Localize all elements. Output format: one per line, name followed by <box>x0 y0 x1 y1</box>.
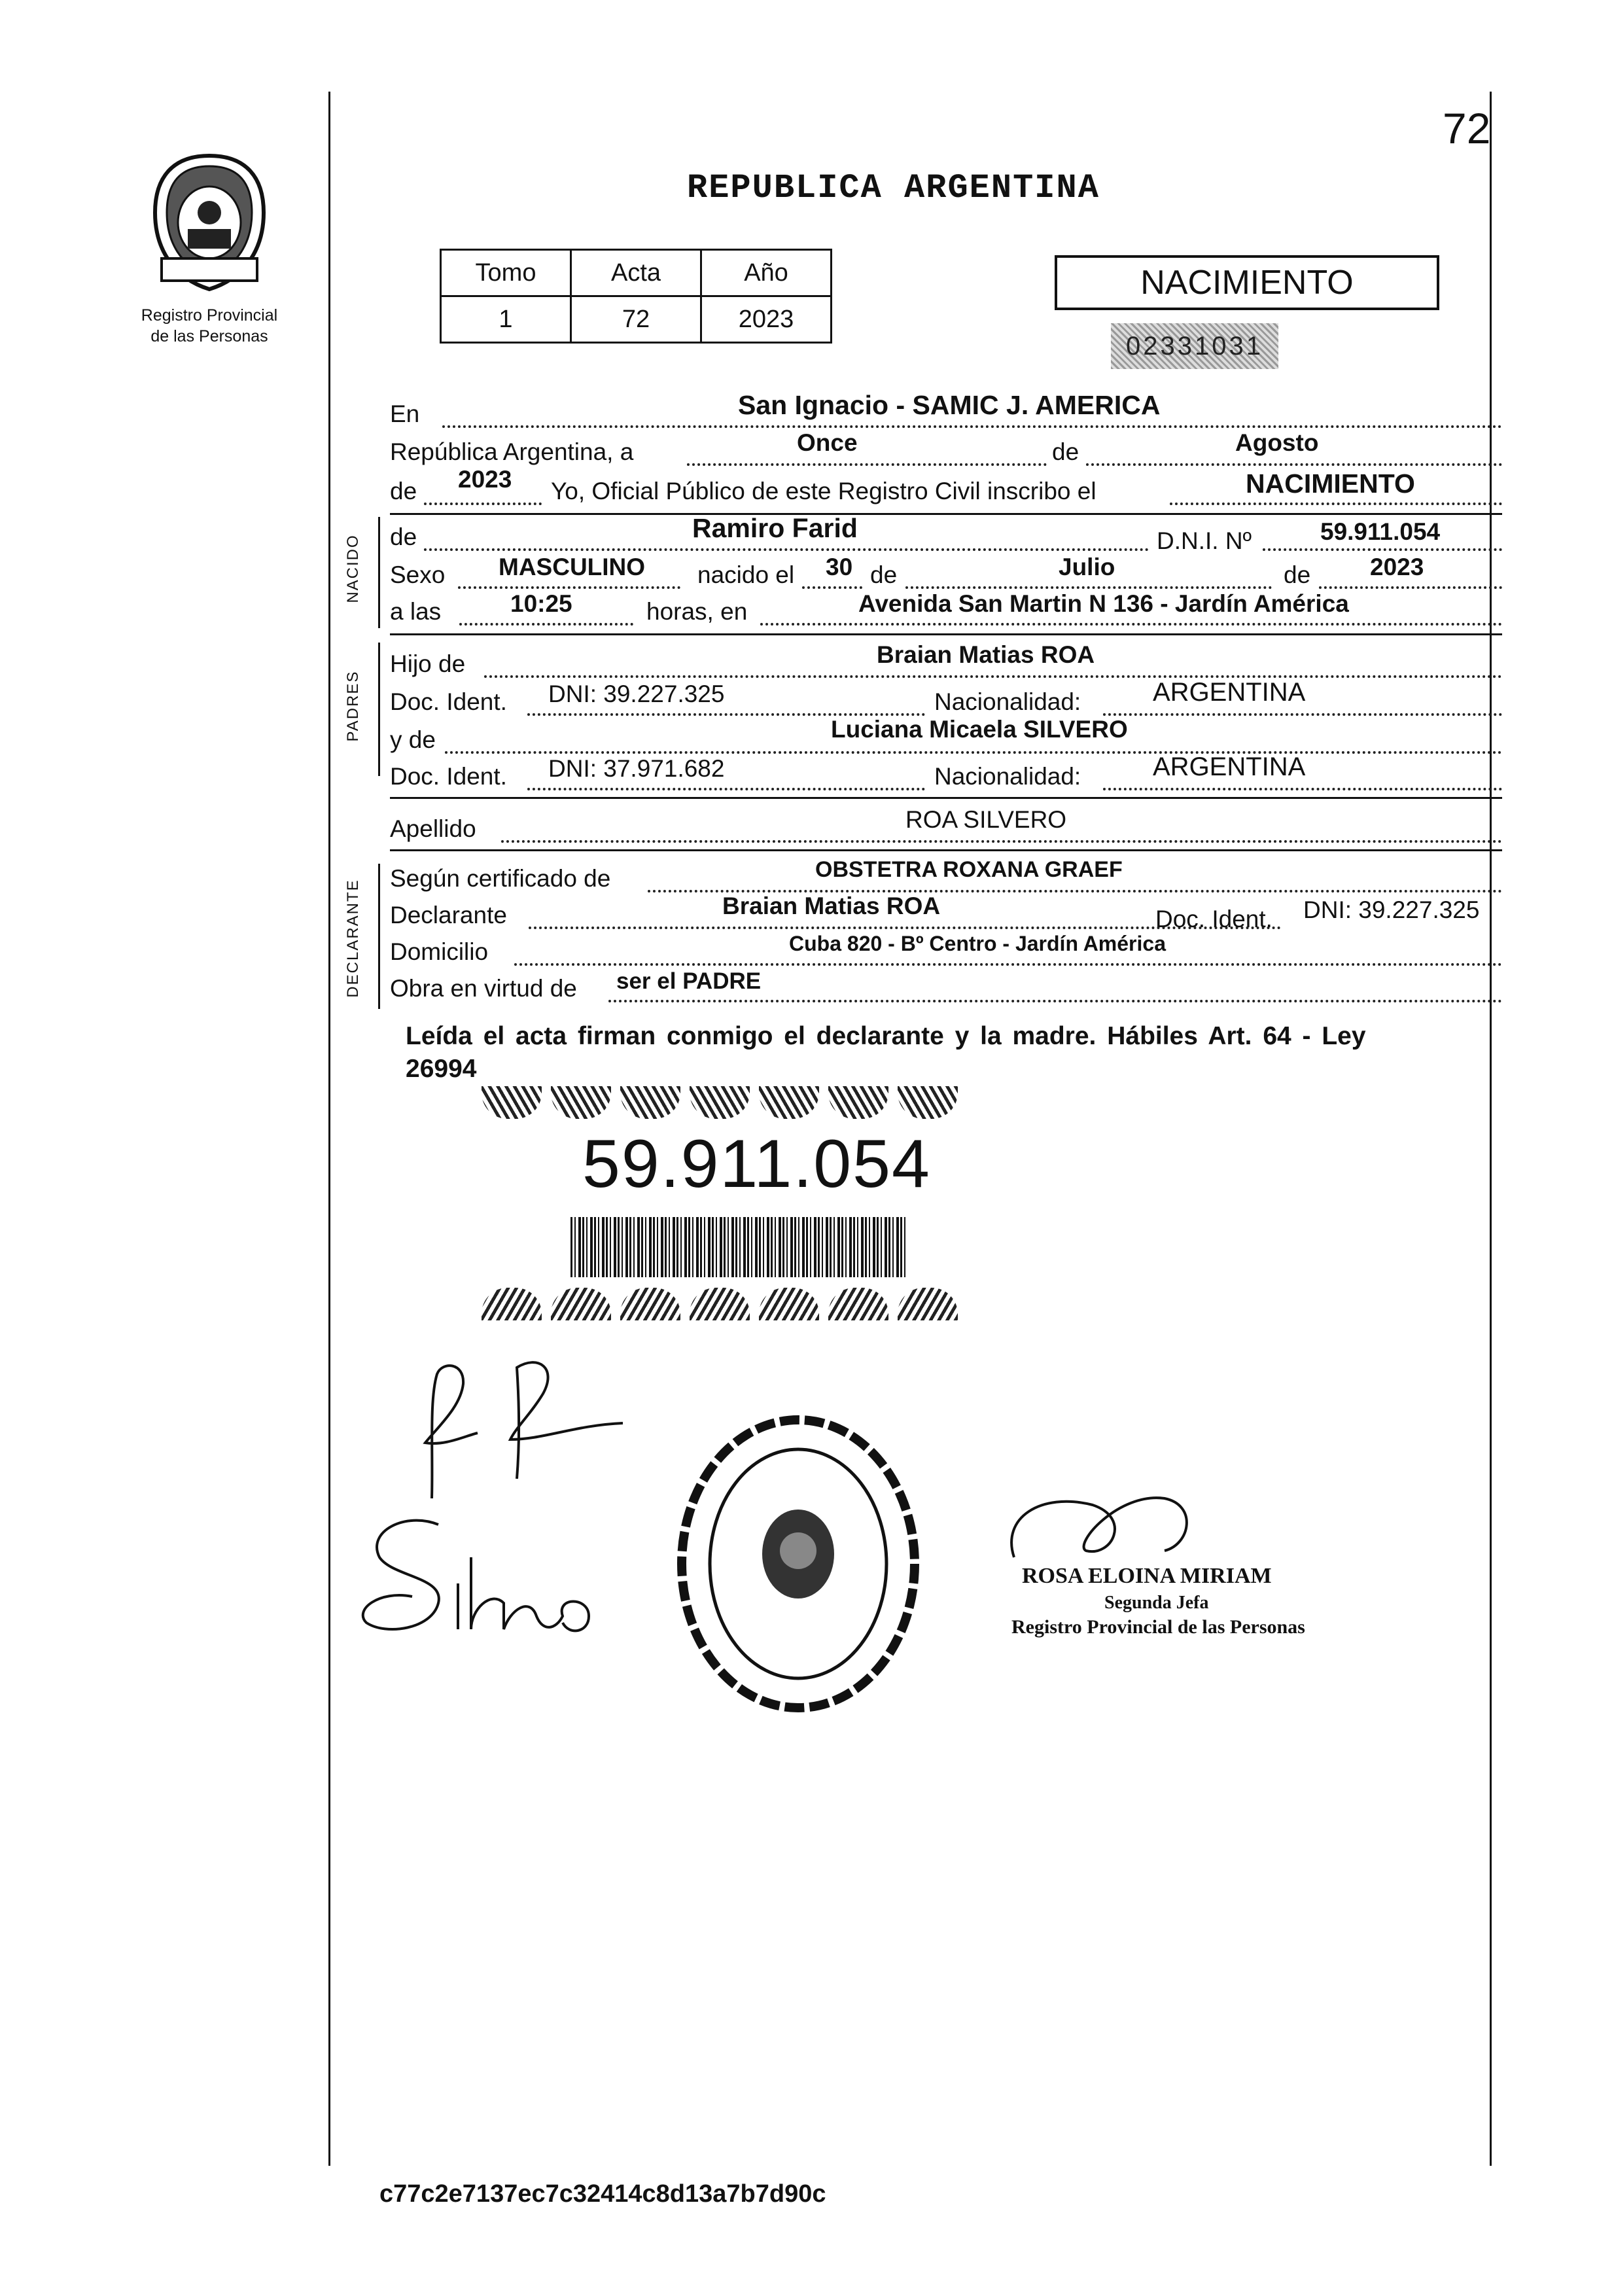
mother-signature <box>340 1505 615 1659</box>
label-doc-declarante: Doc. Ident. <box>1155 906 1272 932</box>
official-seal <box>667 1400 942 1724</box>
logo-caption-line1: Registro Provincial <box>141 306 278 325</box>
value-padre-doc: DNI: 39.227.325 <box>548 680 725 707</box>
label-obra-virtud: Obra en virtud de <box>390 975 577 1002</box>
label-domicilio: Domicilio <box>390 938 489 965</box>
label-de-nombre: de <box>390 523 417 550</box>
logo-caption-line2: de las Personas <box>150 327 268 345</box>
document-title: REPUBLICA ARGENTINA <box>687 169 1100 207</box>
value-declarante-doc: DNI: 39.227.325 <box>1303 896 1480 923</box>
value-mes: Agosto <box>1235 429 1319 456</box>
record-type-box <box>1055 255 1439 310</box>
table-header-acta: Acta <box>571 250 701 296</box>
label-segun-certificado: Según certificado de <box>390 865 611 892</box>
record-type: NACIMIENTO <box>1140 264 1354 302</box>
tomo-acta-anio-table <box>440 249 832 344</box>
side-label-nacido: NACIDO <box>344 534 362 603</box>
label-nac-padre: Nacionalidad: <box>934 688 1081 715</box>
label-nac-madre: Nacionalidad: <box>934 763 1081 790</box>
label-a-las: a las <box>390 598 442 625</box>
value-madre: Luciana Micaela SILVERO <box>831 716 1128 743</box>
label-horas-en: horas, en <box>646 598 748 625</box>
label-de-1: de <box>1052 438 1079 465</box>
table-header-anio: Año <box>701 250 832 296</box>
value-dia-nac: 30 <box>826 554 853 580</box>
value-mes-nac: Julio <box>1059 554 1115 580</box>
province-logo <box>147 150 272 294</box>
left-margin-line <box>328 92 330 2166</box>
label-en: En <box>390 400 420 427</box>
label-y-de: y de <box>390 726 436 753</box>
label-dni: D.N.I. Nº <box>1157 527 1252 554</box>
table-value-tomo: 1 <box>441 296 571 343</box>
closing-text-line1: Leída el acta firman conmigo el declarante y la madre. Hábiles Art. 64 - Ley <box>406 1022 1366 1050</box>
value-certificado: OBSTETRA ROXANA GRAEF <box>815 857 1123 882</box>
value-anio-nac: 2023 <box>1370 554 1424 580</box>
value-lugar: San Ignacio - SAMIC J. AMERICA <box>738 390 1161 420</box>
label-declarante: Declarante <box>390 902 507 928</box>
value-madre-doc: DNI: 37.971.682 <box>548 755 725 782</box>
value-madre-nac: ARGENTINA <box>1153 752 1306 781</box>
value-nombre: Ramiro Farid <box>692 513 858 543</box>
official-signature-scribble <box>1001 1479 1315 1574</box>
value-lugar-nac: Avenida San Martin N 136 - Jardín América <box>858 590 1349 617</box>
value-hora: 10:25 <box>510 590 572 617</box>
label-republica: República Argentina, a <box>390 438 634 465</box>
value-apellido: ROA SILVERO <box>905 806 1067 833</box>
official-office: Registro Provincial de las Personas <box>1011 1616 1305 1638</box>
dni-barcode <box>570 1217 907 1277</box>
label-de-2: de <box>390 478 417 504</box>
value-dia: Once <box>797 429 858 456</box>
official-role: Segunda Jefa <box>1104 1593 1209 1613</box>
label-de-mes: de <box>870 561 898 588</box>
dni-label-bottom-stripe <box>482 1288 958 1320</box>
dni-label-number: 59.911.054 <box>582 1126 931 1202</box>
value-padre-nac: ARGENTINA <box>1153 678 1306 707</box>
table-value-anio: 2023 <box>701 296 832 343</box>
label-doc-padre: Doc. Ident. <box>390 688 507 715</box>
value-anio: 2023 <box>458 466 512 493</box>
value-domicilio: Cuba 820 - Bº Centro - Jardín América <box>789 932 1166 955</box>
label-nacido-el: nacido el <box>697 561 795 588</box>
dni-label-top-stripe <box>482 1086 958 1119</box>
label-yo-oficial: Yo, Oficial Público de este Registro Civil inscribo el <box>551 478 1096 504</box>
label-de-anio: de <box>1284 561 1311 588</box>
table-value-acta: 72 <box>571 296 701 343</box>
table-header-tomo: Tomo <box>441 250 571 296</box>
closing-text-line2: 26994 <box>406 1055 477 1083</box>
value-sexo: MASCULINO <box>499 554 646 580</box>
official-name: ROSA ELOINA MIRIAM <box>1022 1564 1272 1588</box>
page-number: 72 <box>1443 104 1491 152</box>
side-label-padres: PADRES <box>344 670 362 742</box>
value-dni: 59.911.054 <box>1320 518 1441 545</box>
record-stamp <box>1111 323 1278 369</box>
value-padre: Braian Matias ROA <box>877 641 1095 668</box>
declarant-signature <box>386 1348 635 1515</box>
right-margin-line <box>1490 92 1492 2166</box>
side-label-declarante: DECLARANTE <box>344 879 362 998</box>
label-sexo: Sexo <box>390 561 446 588</box>
value-tipo: NACIMIENTO <box>1246 468 1415 499</box>
value-declarante: Braian Matias ROA <box>722 892 941 919</box>
label-doc-madre: Doc. Ident. <box>390 763 507 790</box>
value-virtud: ser el PADRE <box>616 968 762 994</box>
footer-hash: c77c2e7137ec7c32414c8d13a7b7d90c <box>379 2180 826 2208</box>
record-stamp-number: 02331031 <box>1126 332 1263 361</box>
label-apellido: Apellido <box>390 815 476 842</box>
label-hijo-de: Hijo de <box>390 650 466 677</box>
